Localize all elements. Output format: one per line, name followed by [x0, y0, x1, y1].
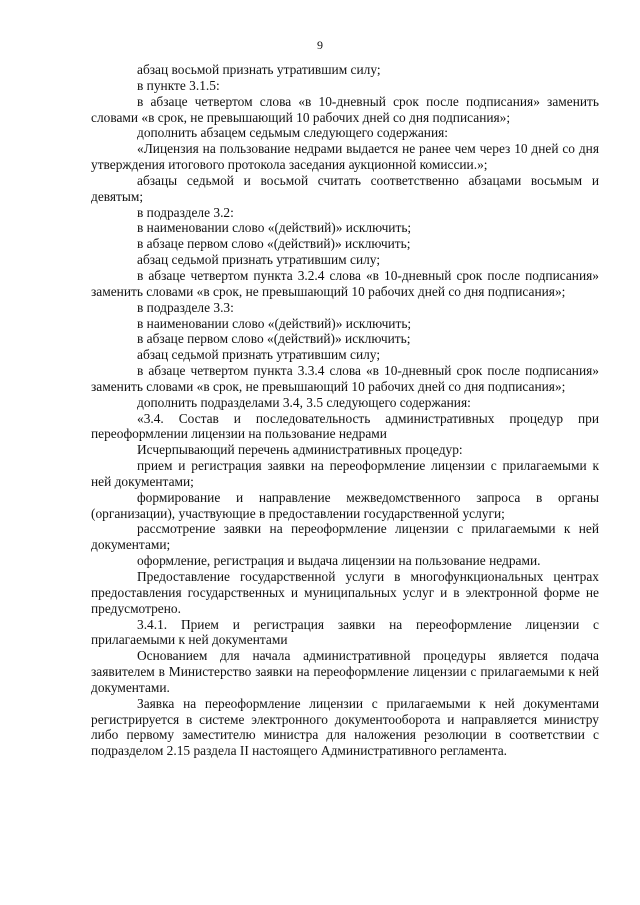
document-body	[91, 62, 599, 759]
section-heading: «3.4. Состав и последовательность административных процедур при переоформлении лицензии на пользование недрами	[91, 410, 599, 442]
paragraph: дополнить абзацем седьмым следующего содержания:	[137, 125, 448, 141]
paragraph: в подразделе 3.2:	[137, 204, 234, 220]
paragraph: абзацы седьмой и восьмой считать соответственно абзацами восьмым и девятым;	[91, 172, 599, 204]
subsection-heading: 3.4.1. Прием и регистрация заявки на переоформление лицензии с прилагаемыми к ней документами	[91, 616, 599, 648]
paragraph: абзац восьмой признать утратившим силу;	[137, 62, 381, 77]
paragraph: в абзаце первом слово «(действий)» исключить;	[137, 236, 411, 252]
list-item: формирование и направление межведомственного запроса в органы (организации), участвующие в предоставлении государственной услуги;	[91, 489, 599, 521]
paragraph: «Лицензия на пользование недрами выдается не ранее чем через 10 дней со дня утверждения итогового протокола заседания аукционной комиссии.»;	[91, 141, 599, 173]
list-item: рассмотрение заявки на переоформление лицензии с прилагаемыми к ней документами;	[91, 521, 599, 553]
paragraph: абзац седьмой признать утратившим силу;	[137, 252, 381, 268]
paragraph: Заявка на переоформление лицензии с прилагаемыми к ней документами регистрируется в системе электронного документооборота и направляется министру либо первому заместителю министра для наложения резолюции в соответствии с подразделом 2.15 раздела II настоящего Административного регламента.	[91, 695, 599, 759]
paragraph: в абзаце четвертом пункта 3.2.4 слова «в 10-дневный срок после подписания» заменить словами «в срок, не превышающий 10 рабочих дней со дня подписания»;	[91, 267, 599, 299]
paragraph: дополнить подразделами 3.4, 3.5 следующего содержания:	[137, 394, 471, 410]
list-item: прием и регистрация заявки на переоформление лицензии с прилагаемыми к ней документами;	[91, 458, 599, 489]
paragraph: в абзаце четвертом слова «в 10-дневный срок после подписания» заменить словами «в срок, не превышающий 10 рабочих дней со дня подписания»;	[91, 93, 599, 125]
paragraph: в абзаце первом слово «(действий)» исключить;	[137, 331, 411, 347]
paragraph: в абзаце четвертом пункта 3.3.4 слова «в 10-дневный срок после подписания» заменить словами «в срок, не превышающий 10 рабочих дней со дня подписания»;	[91, 363, 599, 394]
paragraph: в подразделе 3.3:	[137, 299, 234, 315]
paragraph: в пункте 3.1.5:	[137, 77, 220, 93]
page-number: 9	[317, 38, 323, 52]
paragraph: Основанием для начала административной процедуры является подача заявителем в Министерство заявки на переоформление лицензии с прилагаемыми к ней документами.	[91, 648, 599, 695]
paragraph: в наименовании слово «(действий)» исключить;	[137, 220, 412, 236]
paragraph: в наименовании слово «(действий)» исключить;	[137, 315, 412, 331]
list-item: оформление, регистрация и выдача лицензии на пользование недрами.	[137, 553, 541, 569]
paragraph: Предоставление государственной услуги в многофункциональных центрах предоставления государственных и муниципальных услуг и в электронной форме не предусмотрено.	[91, 569, 599, 616]
paragraph: абзац седьмой признать утратившим силу;	[137, 347, 381, 363]
paragraph: Исчерпывающий перечень административных процедур:	[137, 442, 463, 458]
